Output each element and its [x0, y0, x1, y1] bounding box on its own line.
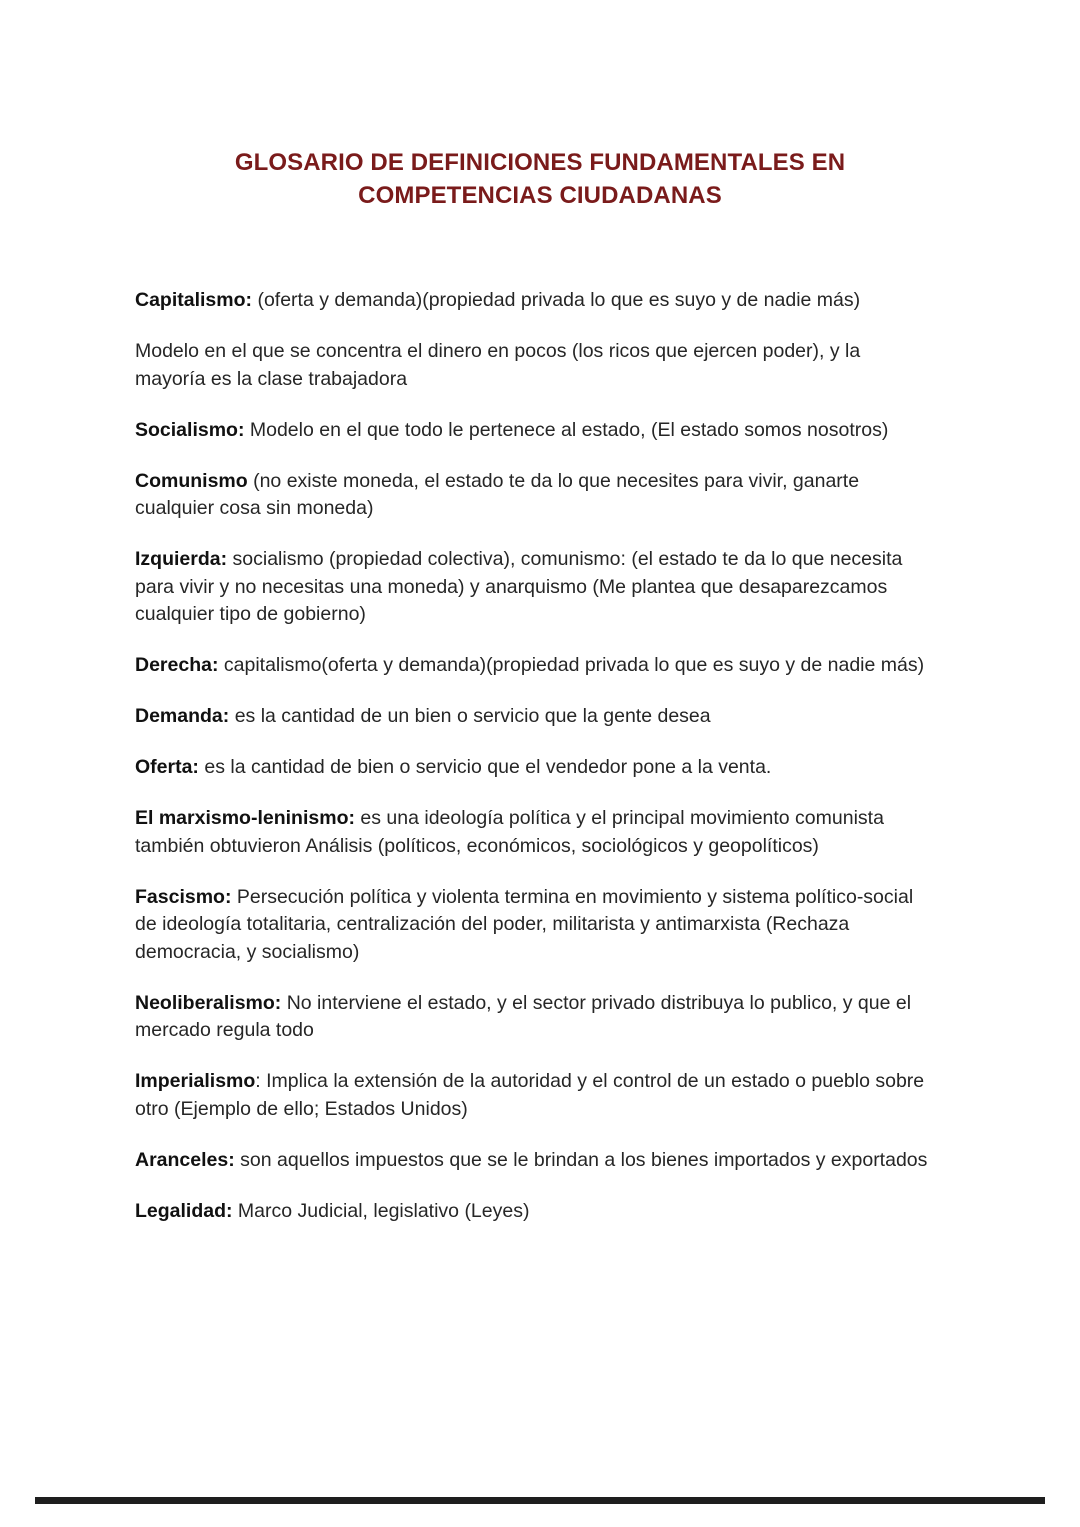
entry-definition: : Implica la extensión de la autoridad y el control de un estado o pueblo sobre otro (Ejemplo de ello; Estados Unidos) [135, 1070, 925, 1120]
entry-definition: Modelo en el que todo le pertenece al estado, (El estado somos nosotros) [244, 418, 889, 441]
entry-term: Fascismo: [135, 885, 232, 908]
entry-definition: capitalismo(oferta y demanda)(propiedad privada lo que es suyo y de nadie más) [218, 654, 925, 676]
entry-term: Comunismo [135, 469, 248, 492]
entry-definition: Marco Judicial, legislativo (Leyes) [232, 1199, 530, 1222]
footer-divider [35, 1497, 1045, 1504]
page-title [0, 146, 1080, 212]
entry-term: Imperialismo [135, 1070, 256, 1092]
glossary-entry-marxismo-leninismo [135, 805, 935, 860]
entry-definition: Modelo en el que se concentra el dinero en pocos (los ricos que ejercen poder), y la mayoría es la clase trabajadora [135, 340, 861, 390]
entry-term: El marxismo-leninismo: [135, 807, 355, 829]
glossary-entry-demanda [135, 703, 935, 731]
entry-definition: son aquellos impuestos que se le brindan a los bienes importados y exportados [234, 1148, 928, 1171]
entry-definition: No interviene el estado, y el sector privado distribuya lo publico, y que el mercado regula todo [135, 991, 912, 1041]
glossary-entry-izquierda [135, 546, 935, 629]
glossary-entry-fascismo [135, 884, 935, 967]
entry-term: Neoliberalismo: [135, 991, 282, 1014]
entry-definition: (no existe moneda, el estado te da lo que necesites para vivir, ganarte cualquier cosa sin moneda) [135, 469, 860, 519]
title-line-1: GLOSARIO DE DEFINICIONES FUNDAMENTALES EN [234, 149, 846, 176]
entry-term: Legalidad: [135, 1199, 233, 1222]
entry-term: Derecha: [135, 654, 219, 676]
entry-definition: (oferta y demanda)(propiedad privada lo que es suyo y de nadie más) [252, 289, 861, 311]
entry-term: Demanda: [135, 705, 230, 727]
glossary-entry-legalidad [135, 1198, 935, 1226]
glossary-list [135, 287, 935, 1249]
glossary-entry-aranceles [135, 1147, 935, 1175]
title-line-2: COMPETENCIAS CIUDADANAS [358, 182, 722, 209]
entry-definition: es la cantidad de un bien o servicio que la gente desea [229, 705, 711, 727]
glossary-entry-socialismo [135, 417, 935, 445]
glossary-entry-comunismo [135, 468, 935, 523]
entry-term: Oferta: [135, 756, 199, 778]
glossary-entry-oferta [135, 754, 935, 782]
glossary-entry-capitalismo-detail [135, 338, 935, 393]
glossary-entry-imperialismo [135, 1068, 935, 1123]
entry-term: Aranceles: [135, 1148, 235, 1171]
entry-term: Izquierda: [135, 548, 228, 570]
entry-definition: es una ideología política y el principal movimiento comunista también obtuvieron Análisis (políticos, económicos, sociológicos y geopolíticos) [135, 807, 884, 857]
glossary-entry-neoliberalismo [135, 990, 935, 1045]
entry-term: Socialismo: [135, 418, 245, 441]
glossary-entry-derecha [135, 652, 935, 680]
entry-definition: es la cantidad de bien o servicio que el vendedor pone a la venta. [198, 756, 772, 778]
entry-term: Capitalismo: [135, 289, 253, 311]
glossary-entry-capitalismo [135, 287, 935, 315]
entry-definition: Persecución política y violenta termina en movimiento y sistema político-social de ideología totalitaria, centralización del poder, militarista y antimarxista (Rechaza democracia, y socialismo) [135, 885, 914, 963]
entry-definition: socialismo (propiedad colectiva), comunismo: (el estado te da lo que necesita para vivir y no necesitas una moneda) y anarquismo (Me plantea que desaparezcamos cualquier tipo de gobierno) [135, 548, 903, 625]
